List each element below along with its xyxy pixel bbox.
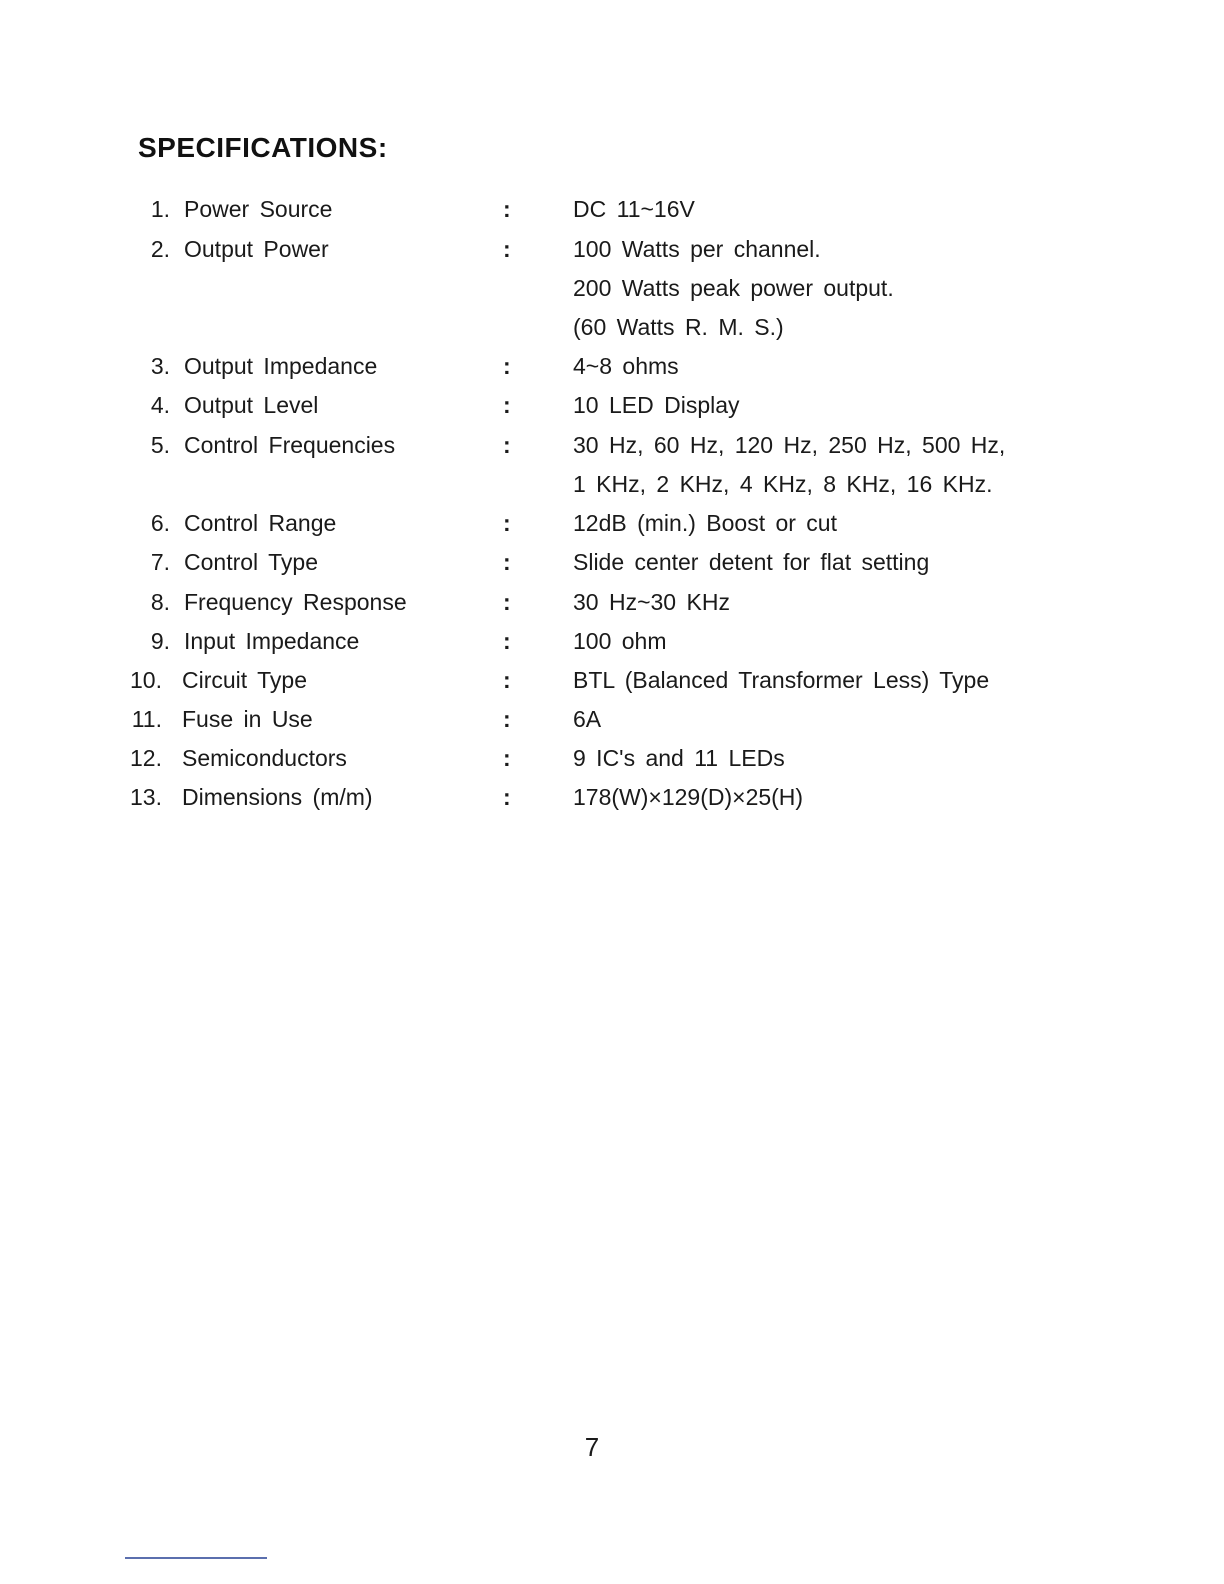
- spec-value: 30 Hz, 60 Hz, 120 Hz, 250 Hz, 500 Hz,: [573, 432, 1006, 458]
- spec-value: 1 KHz, 2 KHz, 4 KHz, 8 KHz, 16 KHz.: [573, 471, 993, 497]
- footer-rule: [125, 1557, 267, 1559]
- spec-value: 200 Watts peak power output.: [573, 275, 894, 301]
- spec-values: [573, 386, 1173, 425]
- spec-label: Input Impedance: [184, 628, 360, 654]
- spec-number: 6.: [150, 510, 170, 536]
- spec-number: 3.: [150, 353, 170, 379]
- spec-value: 100 ohm: [573, 628, 667, 654]
- spec-colon: :: [503, 196, 511, 222]
- spec-label: Control Frequencies: [184, 432, 396, 458]
- spec-colon: :: [503, 549, 511, 575]
- spec-number: 5.: [150, 432, 170, 458]
- spec-number: 1.: [150, 196, 170, 222]
- spec-number: 13.: [130, 784, 162, 810]
- spec-value: 12dB (min.) Boost or cut: [573, 510, 837, 536]
- spec-label: Power Source: [184, 196, 333, 222]
- spec-values: [573, 778, 1173, 817]
- spec-colon: :: [503, 706, 511, 732]
- spec-label: Control Range: [184, 510, 337, 536]
- spec-colon: :: [503, 628, 511, 654]
- spec-values: [573, 661, 1173, 700]
- spec-label: Dimensions (m/m): [182, 784, 373, 810]
- spec-number: 12.: [130, 745, 162, 771]
- spec-value: 6A: [573, 706, 602, 732]
- spec-value: 178(W)×129(D)×25(H): [573, 784, 804, 810]
- spec-number: 8.: [150, 589, 170, 615]
- spec-number: 9.: [150, 628, 170, 654]
- spec-number: 4.: [150, 392, 170, 418]
- spec-value: DC 11~16V: [573, 196, 695, 222]
- spec-label: Output Impedance: [184, 353, 378, 379]
- spec-colon: :: [503, 784, 511, 810]
- spec-number: 2.: [150, 236, 170, 262]
- spec-value: 100 Watts per channel.: [573, 236, 821, 262]
- spec-number: 10.: [130, 667, 162, 693]
- spec-colon: :: [503, 667, 511, 693]
- spec-values: [573, 504, 1173, 543]
- spec-value: 9 IC's and 11 LEDs: [573, 745, 785, 771]
- spec-value: 10 LED Display: [573, 392, 740, 418]
- spec-values: [573, 700, 1173, 739]
- spec-values: [573, 583, 1173, 622]
- spec-value: BTL (Balanced Transformer Less) Type: [573, 667, 990, 693]
- spec-label: Output Level: [184, 392, 319, 418]
- spec-label: Semiconductors: [182, 745, 347, 771]
- spec-value: Slide center detent for flat setting: [573, 549, 930, 575]
- spec-label: Control Type: [184, 549, 318, 575]
- spec-values: [573, 190, 1173, 229]
- spec-colon: :: [503, 432, 511, 458]
- spec-value: (60 Watts R. M. S.): [573, 314, 784, 340]
- spec-colon: :: [503, 392, 511, 418]
- spec-label: Circuit Type: [182, 667, 308, 693]
- spec-value: 30 Hz~30 KHz: [573, 589, 730, 615]
- spec-values: [573, 739, 1173, 778]
- spec-values: [573, 622, 1173, 661]
- spec-label: Fuse in Use: [182, 706, 313, 732]
- spec-colon: :: [503, 745, 511, 771]
- spec-number: 11.: [131, 706, 162, 732]
- spec-values: [573, 426, 1173, 504]
- page-number: 7: [584, 1432, 600, 1462]
- spec-label: Output Power: [184, 236, 329, 262]
- page-title: SPECIFICATIONS:: [138, 132, 388, 163]
- spec-colon: :: [503, 353, 511, 379]
- spec-value: 4~8 ohms: [573, 353, 679, 379]
- spec-colon: :: [503, 236, 511, 262]
- spec-values: [573, 543, 1173, 582]
- spec-colon: :: [503, 510, 511, 536]
- spec-colon: :: [503, 589, 511, 615]
- spec-values: [573, 347, 1173, 386]
- spec-label: Frequency Response: [184, 589, 407, 615]
- spec-number: 7.: [150, 549, 170, 575]
- spec-values: [573, 230, 1173, 347]
